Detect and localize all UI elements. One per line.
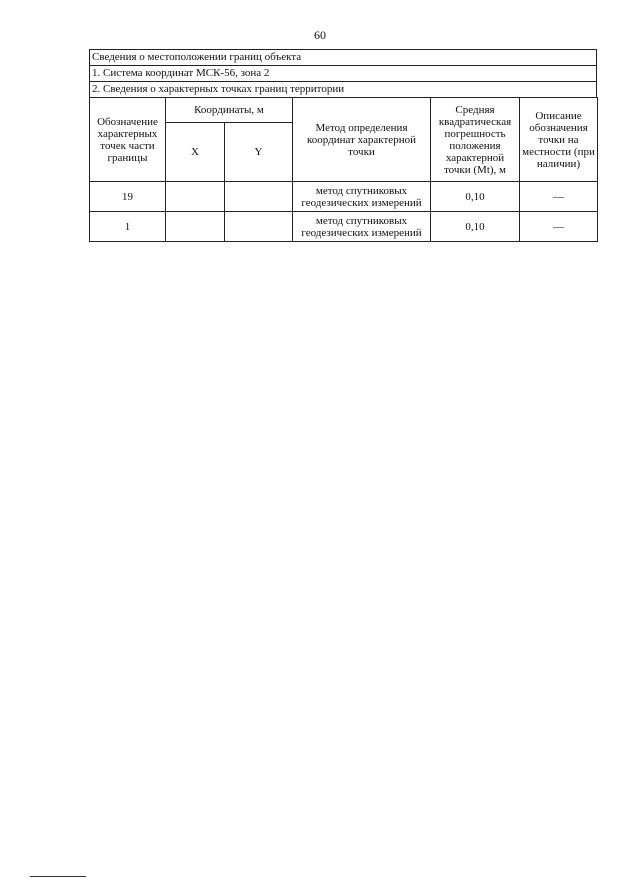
table-row [90,182,598,212]
points-table [89,97,598,242]
column-header-method: Метод определения координат характерной точки [293,98,431,182]
header-points-info: 2. Сведения о характерных точках границ территории [89,81,597,97]
cell-y [225,182,293,212]
footnote-separator [30,876,86,877]
column-header-y: Y [225,123,293,182]
cell-point: 19 [90,182,166,212]
column-header-coordinates: Координаты, м [166,98,293,123]
column-header-x: X [166,123,225,182]
page-number: 60 [314,28,326,42]
column-header-designation: Обозначение характерных точек части границы [90,98,166,182]
cell-description: — [520,212,598,242]
table-header-row [90,98,598,123]
cell-method: метод спутниковых геодезических измерений [293,182,431,212]
header-object-info: Сведения о местоположении границ объекта [89,49,597,65]
cell-y [225,212,293,242]
cell-point: 1 [90,212,166,242]
header-coordinate-system: 1. Система координат МСК-56, зона 2 [89,65,597,81]
cell-description: — [520,182,598,212]
cell-x [166,182,225,212]
cell-x [166,212,225,242]
table-row [90,212,598,242]
column-header-description: Описание обозначения точки на местности (при наличии) [520,98,598,182]
boundary-info-sheet [89,49,597,242]
cell-error: 0,10 [431,182,520,212]
cell-error: 0,10 [431,212,520,242]
column-header-error: Средняя квадратическая погрешность положения характерной точки (Mt), м [431,98,520,182]
cell-method: метод спутниковых геодезических измерений [293,212,431,242]
